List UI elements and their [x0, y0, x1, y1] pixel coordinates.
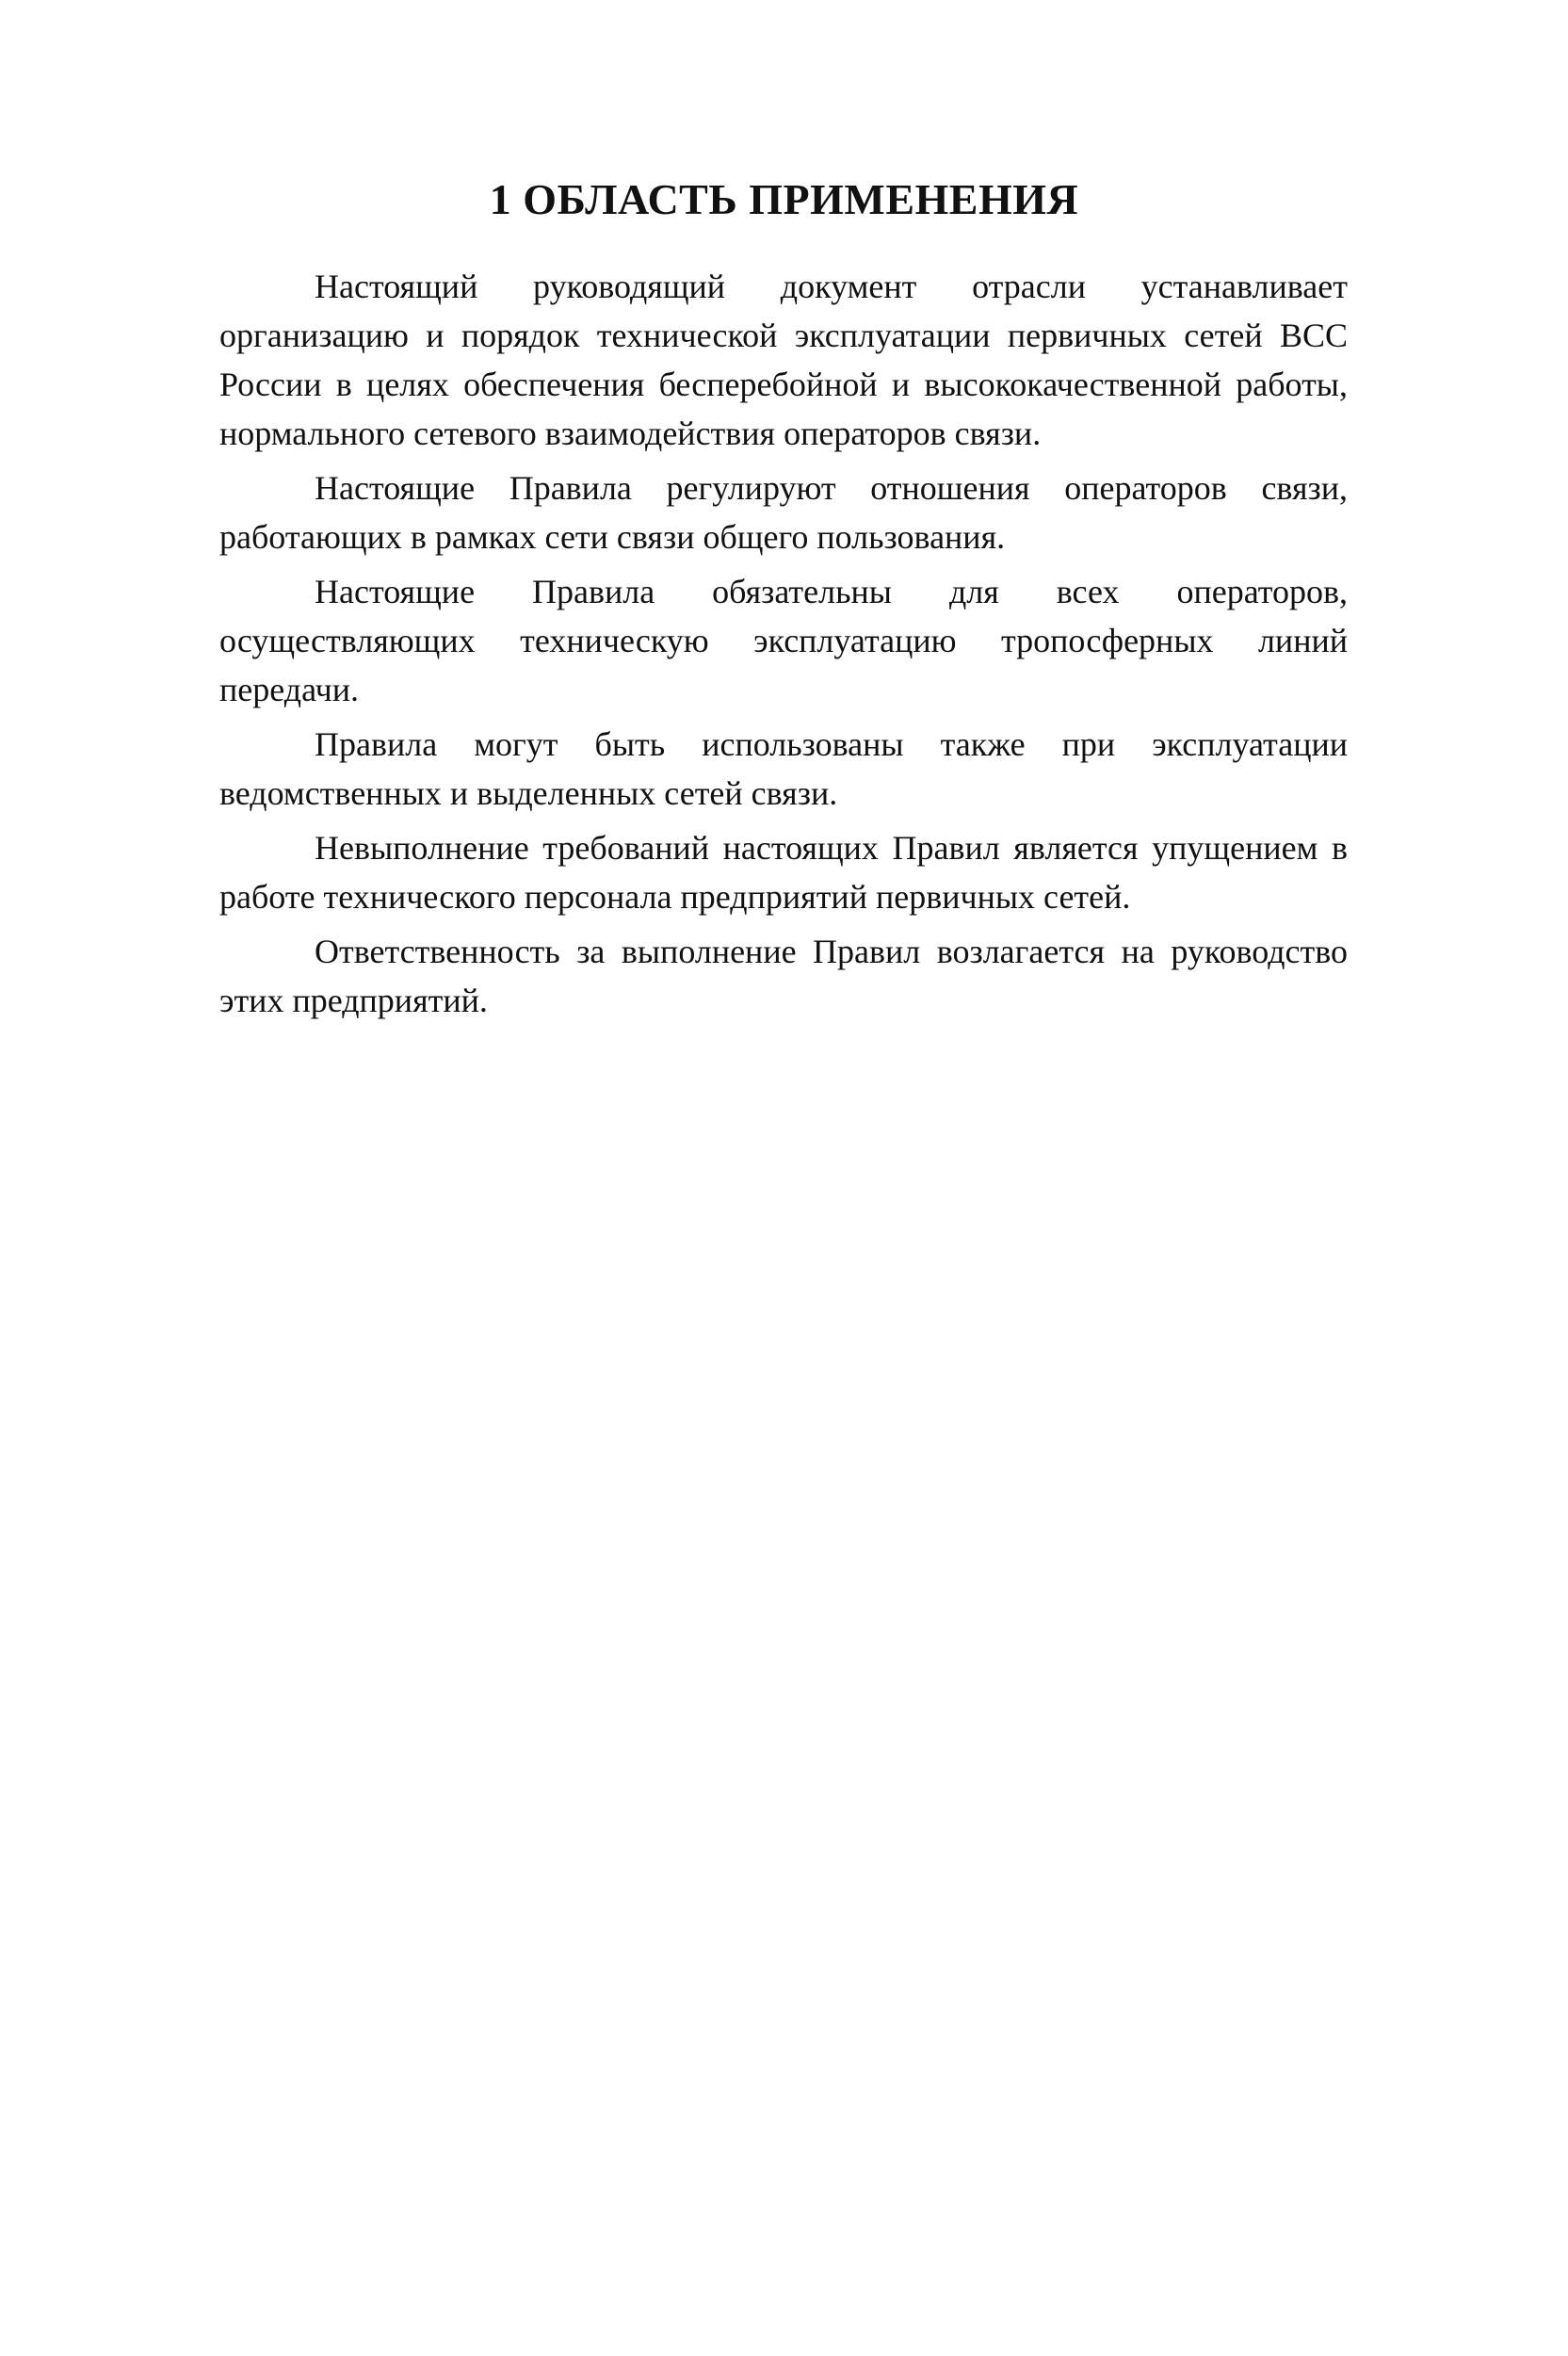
paragraph-obligation: Настоящие Правила обязательны для всех операторов, осуществляющих техническую эксплуатацию тропосферных линий передачи.: [219, 573, 1348, 708]
paragraph-noncompliance: Невыполнение требований настоящих Правил является упущением в работе технического персонала предприятий первичных сетей.: [219, 829, 1348, 916]
paragraph-regulation: Настоящие Правила регулируют отношения операторов связи, работающих в рамках сети связи общего пользования.: [219, 469, 1348, 556]
section-title: 1 ОБЛАСТЬ ПРИМЕНЕНИЯ: [489, 175, 1079, 223]
section-body: [219, 262, 1348, 1031]
paragraph-applicability: Правила могут быть использованы также при эксплуатации ведомственных и выделенных сетей связи.: [219, 725, 1348, 812]
paragraph-responsibility: Ответственность за выполнение Правил возлагается на руководство этих предприятий.: [219, 933, 1348, 1019]
paragraph-scope: Настоящий руководящий документ отрасли устанавливает организацию и порядок технической эксплуатации первичных сетей ВСС России в целях обеспечения бесперебойной и высококачественной работы, нормального сетевого взаимодействия операторов связи.: [219, 268, 1348, 452]
